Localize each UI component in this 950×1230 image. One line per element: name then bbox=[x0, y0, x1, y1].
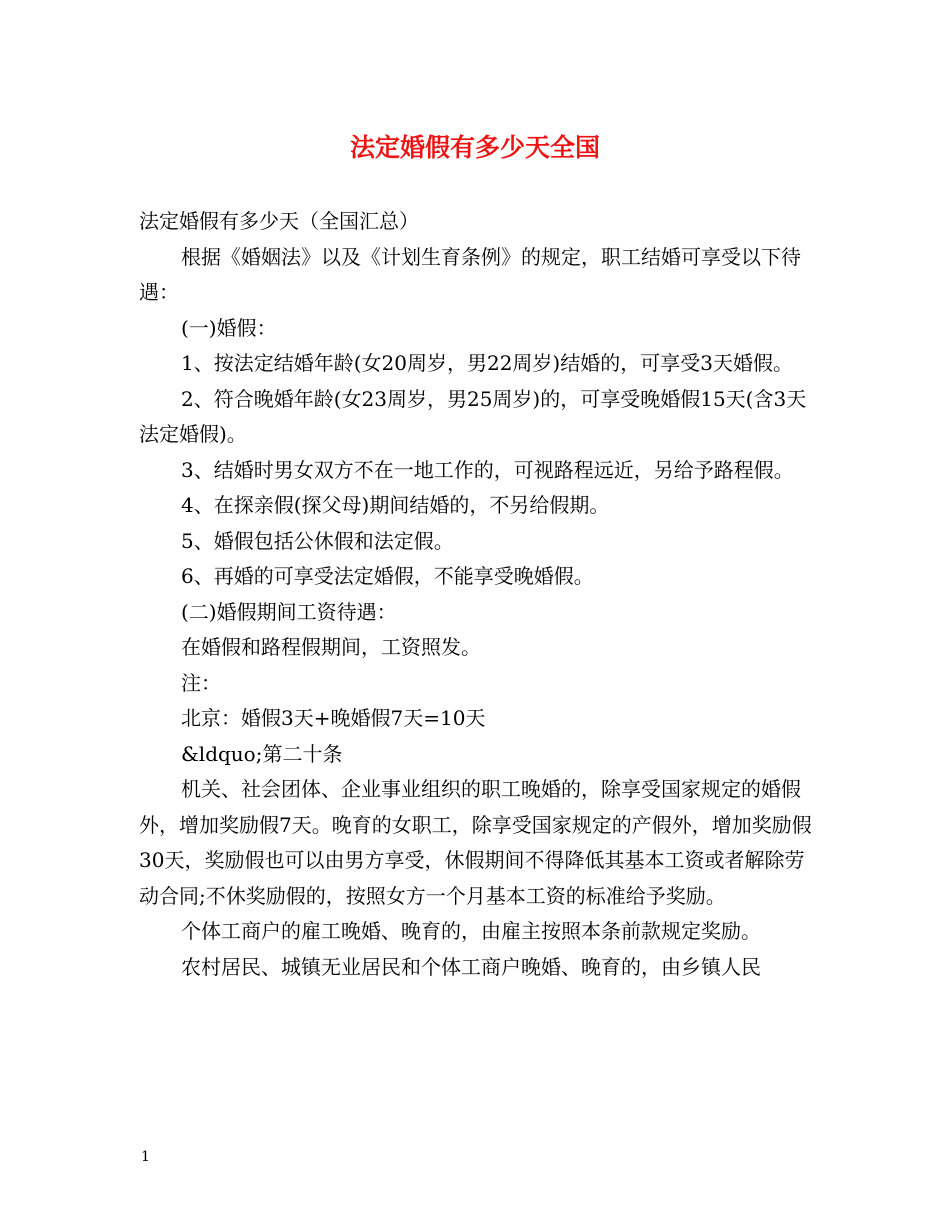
paragraph: 个体工商户的雇工晚婚、晚育的，由雇主按照本条前款规定奖励。 bbox=[181, 919, 761, 943]
paragraph: 5、婚假包括公休假和法定假。 bbox=[181, 528, 454, 553]
paragraph: 4、在探亲假(探父母)期间结婚的，不另给假期。 bbox=[181, 493, 610, 517]
paragraph: 根据《婚姻法》以及《计划生育条例》的规定，职工结婚可享受以下待遇： bbox=[139, 244, 801, 304]
document-title: 法定婚假有多少天全国 bbox=[349, 133, 600, 162]
paragraph: 在婚假和路程假期间，工资照发。 bbox=[181, 635, 481, 659]
paragraph: 6、再婚的可享受法定婚假，不能享受晚婚假。 bbox=[181, 564, 594, 588]
paragraph: 1、按法定结婚年龄(女20周岁，男22周岁)结婚的，可享受3天婚假。 bbox=[181, 351, 793, 375]
page-number: 1 bbox=[141, 1149, 150, 1165]
paragraph: 注： bbox=[181, 670, 221, 695]
paragraph: 北京：婚假3天+晚婚假7天=10天 bbox=[181, 706, 486, 730]
paragraph: 农村居民、城镇无业居民和个体工商户晚婚、晚育的，由乡镇人民 bbox=[181, 954, 761, 979]
paragraph: 法定婚假有多少天（全国汇总） bbox=[139, 209, 419, 233]
paragraph: (一)婚假： bbox=[181, 315, 277, 340]
paragraph: &ldquo;第二十条 bbox=[181, 741, 343, 766]
document-body bbox=[139, 204, 815, 985]
paragraph: (二)婚假期间工资待遇： bbox=[181, 599, 397, 624]
paragraph: 2、符合晚婚年龄(女23周岁，男25周岁)的，可享受晚婚假15天(含3天法定婚假)。 bbox=[139, 386, 807, 446]
paragraph: 3、结婚时男女双方不在一地工作的，可视路程远近，另给予路程假。 bbox=[181, 457, 794, 482]
paragraph: 机关、社会团体、企业事业组织的职工晚婚的，除享受国家规定的婚假外，增加奖励假7天。晚育的女职工，除享受国家规定的产假外，增加奖励假30天，奖励假也可以由男方享受，休假期间不得降低其基本工资或者解除劳动合同;不休奖励假的，按照女方一个月基本工资的标准给予奖励。 bbox=[139, 777, 812, 908]
